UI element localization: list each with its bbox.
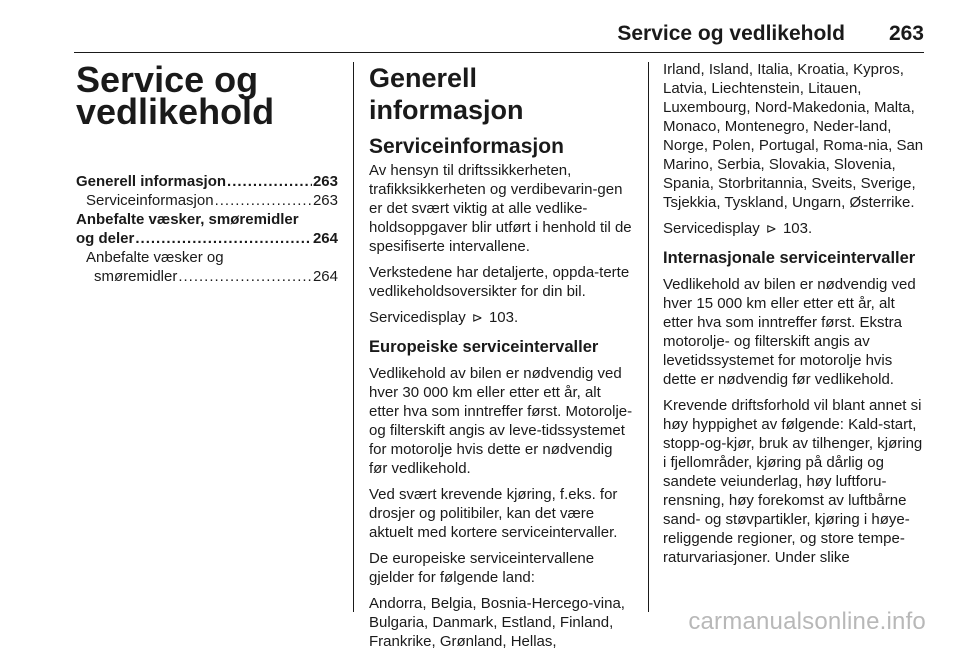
section-title: Generell informasjon	[369, 63, 524, 125]
toc-label-line-1: Anbefalte væsker, smøremidler	[76, 211, 299, 228]
paragraph: Verkstedene har detaljerte, oppda-terte vedlikeholdsoversikter for din bil.	[369, 264, 630, 300]
europe-heading: Europeiske serviceintervaller	[369, 338, 599, 356]
page-reference-arrow-icon: ⊳	[471, 310, 483, 325]
toc-entry-anbefalte-vaesker-og-smoremidler[interactable]	[76, 248, 338, 286]
running-head	[0, 22, 924, 52]
subsection-title: Serviceinformasjon	[369, 135, 564, 158]
chapter-title-line-2: vedlikehold	[76, 91, 275, 132]
column-divider-1	[353, 62, 354, 612]
paragraph: Ved svært krevende kjøring, f.eks. for drosjer og politibiler, kan det være aktuelt med kortere serviceintervaller.	[369, 486, 618, 541]
international-heading: Internasjonale serviceintervaller	[663, 249, 916, 267]
reference-text: Servicedisplay	[369, 309, 466, 326]
reference-page[interactable]: 103.	[782, 220, 813, 237]
paragraph: Av hensyn til driftssikkerheten, trafikksikkerheten og verdibevarin-gen er det svært viktig at alle vedlike-holdsoppgaver blir utført i henhold til de spesifiserte intervallene.	[369, 162, 632, 255]
toc-entry-generell-informasjon[interactable]	[76, 172, 338, 191]
toc-label-line-2: og deler	[76, 230, 135, 247]
toc-label-line-1: Anbefalte væsker og	[86, 249, 224, 266]
column-continued	[663, 60, 927, 574]
reference-text: Servicedisplay	[663, 220, 760, 237]
toc-page-number: 263	[312, 192, 338, 209]
chapter-title-line-1: Service og	[76, 59, 259, 100]
toc-page-number: 264	[312, 230, 338, 247]
page-reference-arrow-icon: ⊳	[765, 221, 777, 236]
paragraph: Vedlikehold av bilen er nødvendig ved hver 15 000 km eller etter ett år, alt etter hva som inntreffer først. Ekstra motorolje- og filterskift angis av levetidssystemet for motorolje hvis dette er nødvendig før vedlikehold.	[663, 276, 916, 388]
watermark: carmanualsonline.info	[688, 608, 926, 635]
paragraph: Krevende driftsforhold vil blant annet si høy hyppighet av følgende: Kald-start, stopp-og-kjør, bruk av tilhenger, kjøring i fjellområder, kjøring på dårlig og sandete veiunderlag, høy luftforu-rensning, høy forekomst av luftbårne sand- og støvpartikler, kjøring i høye-religgende regioner, og store tempe-raturvariasjoner. Under slike	[663, 397, 923, 566]
column-toc	[76, 60, 338, 286]
toc-leader-dots	[178, 267, 312, 286]
column-divider-2	[648, 62, 649, 612]
toc-leader-dots	[227, 172, 312, 191]
toc-entry-serviceinformasjon[interactable]	[76, 191, 338, 210]
chapter-title	[76, 59, 338, 132]
toc-label-line-2: smøremidler	[94, 268, 178, 285]
reference-page[interactable]: 103.	[488, 309, 519, 326]
servicedisplay-reference	[663, 219, 927, 238]
running-head-title: Service og vedlikehold	[617, 22, 845, 45]
paragraph-countries: Irland, Island, Italia, Kroatia, Kypros, Latvia, Liechtenstein, Litauen, Luxembourg, Nord-Makedonia, Malta, Monaco, Montenegro, Neder-land, Norge, Polen, Portugal, Roma-nia, San Marino, Serbia, Slovakia, Slovenia, Spania, Storbritannia, Sveits, Sverige, Tsjekkia, Tyskland, Ungarn, Østerrike.	[663, 61, 924, 211]
toc-entry-anbefalte-vaesker-smoremidler-og-deler[interactable]	[76, 210, 338, 248]
page-number: 263	[888, 22, 924, 45]
toc-page-number: 263	[312, 173, 338, 190]
toc-page-number: 264	[312, 268, 338, 285]
toc-leader-dots	[215, 191, 312, 210]
toc-label: Generell informasjon	[76, 173, 227, 190]
servicedisplay-reference	[369, 308, 633, 327]
paragraph: De europeiske serviceintervallene gjelder for følgende land:	[369, 550, 595, 586]
toc-label: Serviceinformasjon	[86, 192, 214, 209]
header-rule	[74, 52, 924, 53]
toc-leader-dots	[135, 229, 312, 248]
column-main	[369, 60, 633, 658]
paragraph: Andorra, Belgia, Bosnia-Hercego-vina, Bulgaria, Danmark, Estland, Finland, Frankrike, Grønland, Hellas,	[369, 595, 625, 650]
paragraph: Vedlikehold av bilen er nødvendig ved hver 30 000 km eller etter ett år, alt etter hva som inntreffer først. Motorolje- og filterskift angis av leve-tidssystemet for motorolje hvis dette er nødvendig før vedlikehold.	[369, 365, 633, 477]
